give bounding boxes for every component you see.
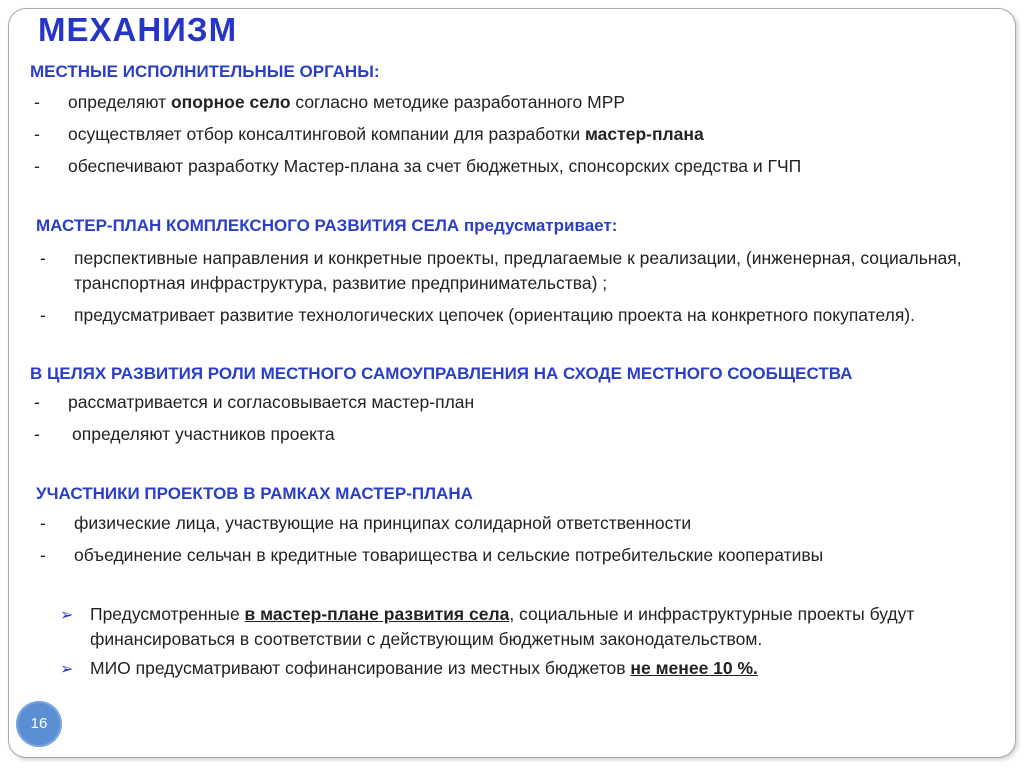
list-item bbox=[36, 507, 986, 539]
section-local-executive-bodies bbox=[30, 60, 990, 182]
item-text: объединение сельчан в кредитные товарищества и сельские потребительские кооперативы bbox=[74, 545, 824, 565]
list-item bbox=[30, 118, 990, 150]
dash-bullet: - bbox=[34, 392, 40, 412]
dash-bullet: - bbox=[34, 124, 40, 144]
dash-bullet: - bbox=[34, 92, 40, 112]
list-item bbox=[30, 150, 990, 182]
note-text: Предусмотренные bbox=[90, 604, 245, 624]
list-item bbox=[30, 386, 990, 418]
slide-title: МЕХАНИЗМ bbox=[38, 11, 238, 48]
note-item bbox=[60, 602, 990, 652]
list-item bbox=[36, 242, 986, 299]
note-item bbox=[60, 656, 990, 681]
dash-bullet: - bbox=[40, 545, 46, 565]
section-local-self-government bbox=[30, 362, 990, 450]
section-heading: МЕСТНЫЕ ИСПОЛНИТЕЛЬНЫЕ ОРГАНЫ: bbox=[30, 62, 380, 81]
note-underlined-text: не менее 10 %. bbox=[630, 658, 758, 678]
item-text: рассматривается и согласовывается мастер-план bbox=[68, 392, 475, 412]
notes-list bbox=[60, 602, 990, 685]
page-number-badge: 16 bbox=[16, 701, 62, 747]
note-text: , социальные и инфраструктурные проекты будут финансироваться в соответствии с действующим бюджетным законодательством. bbox=[90, 604, 915, 649]
section-heading: В ЦЕЛЯХ РАЗВИТИЯ РОЛИ МЕСТНОГО САМОУПРАВЛЕНИЯ НА СХОДЕ МЕСТНОГО СООБЩЕСТВА bbox=[30, 364, 853, 383]
dash-bullet: - bbox=[34, 424, 40, 444]
dash-bullet: - bbox=[34, 156, 40, 176]
list-item bbox=[30, 418, 990, 450]
item-text: предусматривает развитие технологических цепочек (ориентацию проекта на конкретного покупателя). bbox=[74, 305, 915, 325]
arrow-bullet-icon: ➢ bbox=[60, 661, 74, 678]
item-text: обеспечивают разработку Мастер-плана за счет бюджетных, спонсорских средства и ГЧП bbox=[68, 156, 802, 176]
heading-main-text: МАСТЕР-ПЛАН КОМПЛЕКСНОГО РАЗВИТИЯ СЕЛА bbox=[36, 216, 464, 235]
item-bold-text: мастер-плана bbox=[584, 124, 704, 144]
dash-bullet: - bbox=[40, 248, 46, 268]
list-item bbox=[36, 299, 986, 331]
section-master-plan bbox=[36, 214, 986, 331]
note-underlined-text: в мастер-плане развития села bbox=[244, 604, 510, 624]
section-heading: УЧАСТНИКИ ПРОЕКТОВ В РАМКАХ МАСТЕР-ПЛАНА bbox=[36, 484, 473, 503]
item-text: физические лица, участвующие на принципах солидарной ответственности bbox=[74, 513, 692, 533]
dash-bullet: - bbox=[40, 305, 46, 325]
item-text: согласно методике разработанного МРР bbox=[290, 92, 626, 112]
item-text: перспективные направления и конкретные проекты, предлагаемые к реализации, (инженерная, социальная, транспортная инфраструктура, развитие предпринимательства) ; bbox=[74, 248, 962, 293]
list-item bbox=[36, 539, 986, 571]
item-bold-text: опорное село bbox=[170, 92, 291, 112]
arrow-bullet-icon: ➢ bbox=[60, 607, 74, 624]
section-participants bbox=[36, 482, 986, 571]
heading-bold-text: предусматривает: bbox=[463, 216, 618, 235]
dash-bullet: - bbox=[40, 513, 46, 533]
item-text: определяют участников проекта bbox=[72, 424, 335, 444]
note-text: МИО предусматривают софинансирование из местных бюджетов bbox=[90, 658, 631, 678]
item-text: осуществляет отбор консалтинговой компании для разработки bbox=[68, 124, 585, 144]
item-text: определяют bbox=[68, 92, 171, 112]
section-heading bbox=[36, 214, 986, 238]
list-item bbox=[30, 86, 990, 118]
